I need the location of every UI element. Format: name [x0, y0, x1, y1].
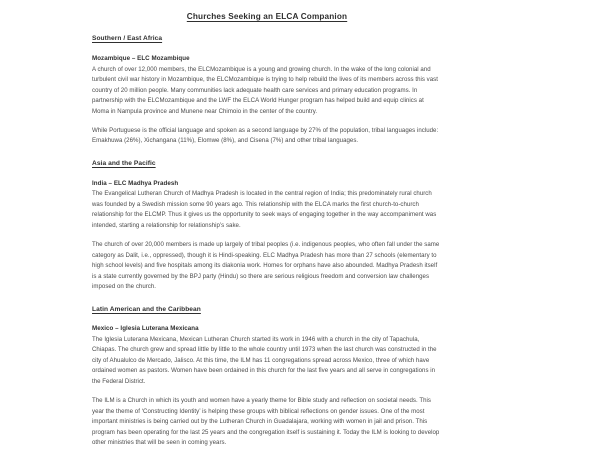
paragraph-mexico-history: The Iglesia Luterana Mexicana, Mexican Lutheran Church started its work in 1946 with a church in the city of Tapachula, Chiapas. The church grew and spread little by little to the whole country until 1973 when the last church was constructed in the city of Ahualulco de Mercado, Jalisco. At this time, the ILM has 11 congregations spread across Mexico, three of which have ordained women as pastors. Women have been ordained in this church for the last five years and all serve in congregations in the Federal District. — [92, 336, 437, 385]
entry-heading-mozambique: Mozambique – ELC Mozambique — [92, 54, 190, 62]
entry-heading-mexico: Mexico – Iglesia Luterana Mexicana — [92, 325, 199, 333]
section-heading-text: Southern / East Africa — [92, 35, 163, 43]
paragraph-mexico-ministries: The ILM is a Church in which its youth and women have a yearly theme for Bible study and reflection on societal needs. This year the theme of ‘Constructing Identity’ is helping these groups with biblical reflections on gender issues. One of the most important ministries is being carried out by the Lutheran Church in Guadalajara, working with women in jail and prison. This program has been operating for the last 25 years and the congregation itself is sustaining it. Today the ILM is looking to develop other ministries that will be seen in coming years. — [92, 397, 440, 447]
section-heading-text: Asia and the Pacific — [92, 159, 156, 167]
paragraph-mozambique-languages: While Portuguese is the official language and spoken as a second language by 27% of the population, tribal languages include: Emakhuwa (26%), Xichangana (11%), Elomwe (8%), and Cisena (7%) and other tribal languages. — [92, 127, 439, 145]
section-heading-asia-pacific — [92, 160, 442, 169]
paragraph-india-overview: The Evangelical Lutheran Church of Madhya Pradesh is located in the central region of India; this predominately rural church was founded by a Swedish mission some 90 years ago. This relationship with the ELCA marks the first church-to-church relationship for the ELCMP. Thus it gives us the opportunity to seek ways of engaging together in the way accompaniment was intended, starting a relationship for relationship’s sake. — [92, 190, 437, 229]
section-heading-southern-east-africa — [92, 35, 442, 44]
entry-heading-india: India – ELC Madhya Pradesh — [92, 179, 179, 187]
page-title — [92, 12, 442, 22]
section-heading-text: Latin American and the Caribbean — [92, 305, 201, 313]
paragraph-mozambique-overview: A church of over 12,000 members, the ELCMozambique is a young and growing church. In the wake of the long colonial and turbulent civil war history in Mozambique, the ELCMozambique is trying to help rebuild the lives of its members across this vast country of 20 million people. Many communities lack adequate health care services and primary education programs. In partnership with the ELCMozambique and the LWF the ELCA World Hunger program has helped build and equip clinics at Moma in Nampula province and Munene near Chimoio in the center of the country. — [92, 65, 438, 115]
paragraph-india-membership: The church of over 20,000 members is made up largely of tribal peoples (i.e. indigenous peoples, who often fall under the same category as Dalit, i.e., oppressed), though it is Hindi-speaking. ELC Madhya Pradesh has more than 27 schools (elementary to high school levels) and five hospitals among its diakonia work. Homes for orphans have also abounded. Madhya Pradesh itself is a state currently governed by the BPJ party (Hindu) so there are serious religious freedom and conversion law challenges imposed on the church. — [92, 241, 440, 291]
section-heading-latin-america-caribbean — [92, 306, 442, 315]
page-title-text: Churches Seeking an ELCA Companion — [186, 12, 348, 21]
